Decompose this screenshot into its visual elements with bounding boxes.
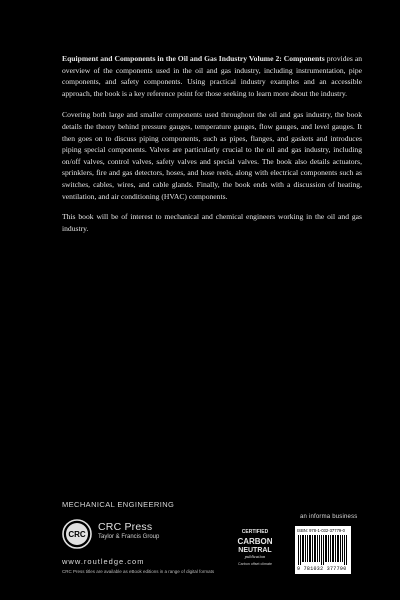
publisher-block — [98, 521, 159, 540]
blurb-text — [62, 53, 362, 243]
blurb-intro — [62, 53, 362, 99]
carbon-badge-top: CERTIFIED — [241, 529, 269, 535]
publisher-group: Taylor & Francis Group — [98, 534, 160, 540]
blurb-paragraph-3: This book will be of interest to mechanical and chemical engineers working in the oil and gas industry. — [62, 212, 362, 233]
subject-category: MECHANICAL ENGINEERING — [62, 500, 175, 509]
crc-logo-text: CRC — [68, 530, 86, 539]
crc-press-logo-icon — [62, 519, 92, 549]
informa-tagline: an informa business — [300, 514, 358, 520]
isbn-label: ISBN: 978-1-032-37779-0 — [297, 528, 345, 533]
publisher-website-link[interactable]: www.routledge.com — [62, 557, 145, 566]
isbn-barcode — [295, 526, 351, 574]
blurb-intro-rest: provides an overview of the components used in the oil and gas industry, including instrumentation, pipe components, and safety components. Using practical industry examples and an accessible approach, the book is a key reference point for those seeking to learn more about the industry. — [62, 54, 362, 98]
carbon-neutral-badge-icon — [233, 527, 277, 567]
carbon-badge-sub: publication — [244, 554, 266, 559]
carbon-badge-middle-1: CARBON — [237, 537, 273, 546]
carbon-badge-bottom: Carbon offset climate — [238, 562, 272, 566]
publisher-name: CRC Press — [98, 521, 153, 533]
carbon-badge-middle-2: NEUTRAL — [238, 547, 272, 554]
barcode-number: 9 781032 377790 — [297, 566, 347, 572]
barcode-icon — [298, 535, 348, 565]
ebook-footnote: CRC Press titles are available as eBook editions in a range of digital formats — [62, 569, 215, 574]
book-title-run: Equipment and Components in the Oil and Gas Industry Volume 2: Components — [62, 54, 325, 63]
blurb-paragraph-2: Covering both large and smaller components used throughout the oil and gas industry, the book details the theory behind pressure gauges, temperature gauges, flow gauges, and level gauges. It then goes on to discuss piping components, such as pipes, flanges, and gaskets and introduces piping special components. Valves are particularly crucial to the oil and gas industry, including on/off valves, control valves, safety valves and special valves. The book also details actuators, sprinklers, fire and gas detectors, hoses, and hose reels, along with electrical components such as switches, cables, wires, and cable glands. Finally, the book ends with a discussion of heating, ventilation, and air conditioning (HVAC) components. — [62, 110, 362, 201]
